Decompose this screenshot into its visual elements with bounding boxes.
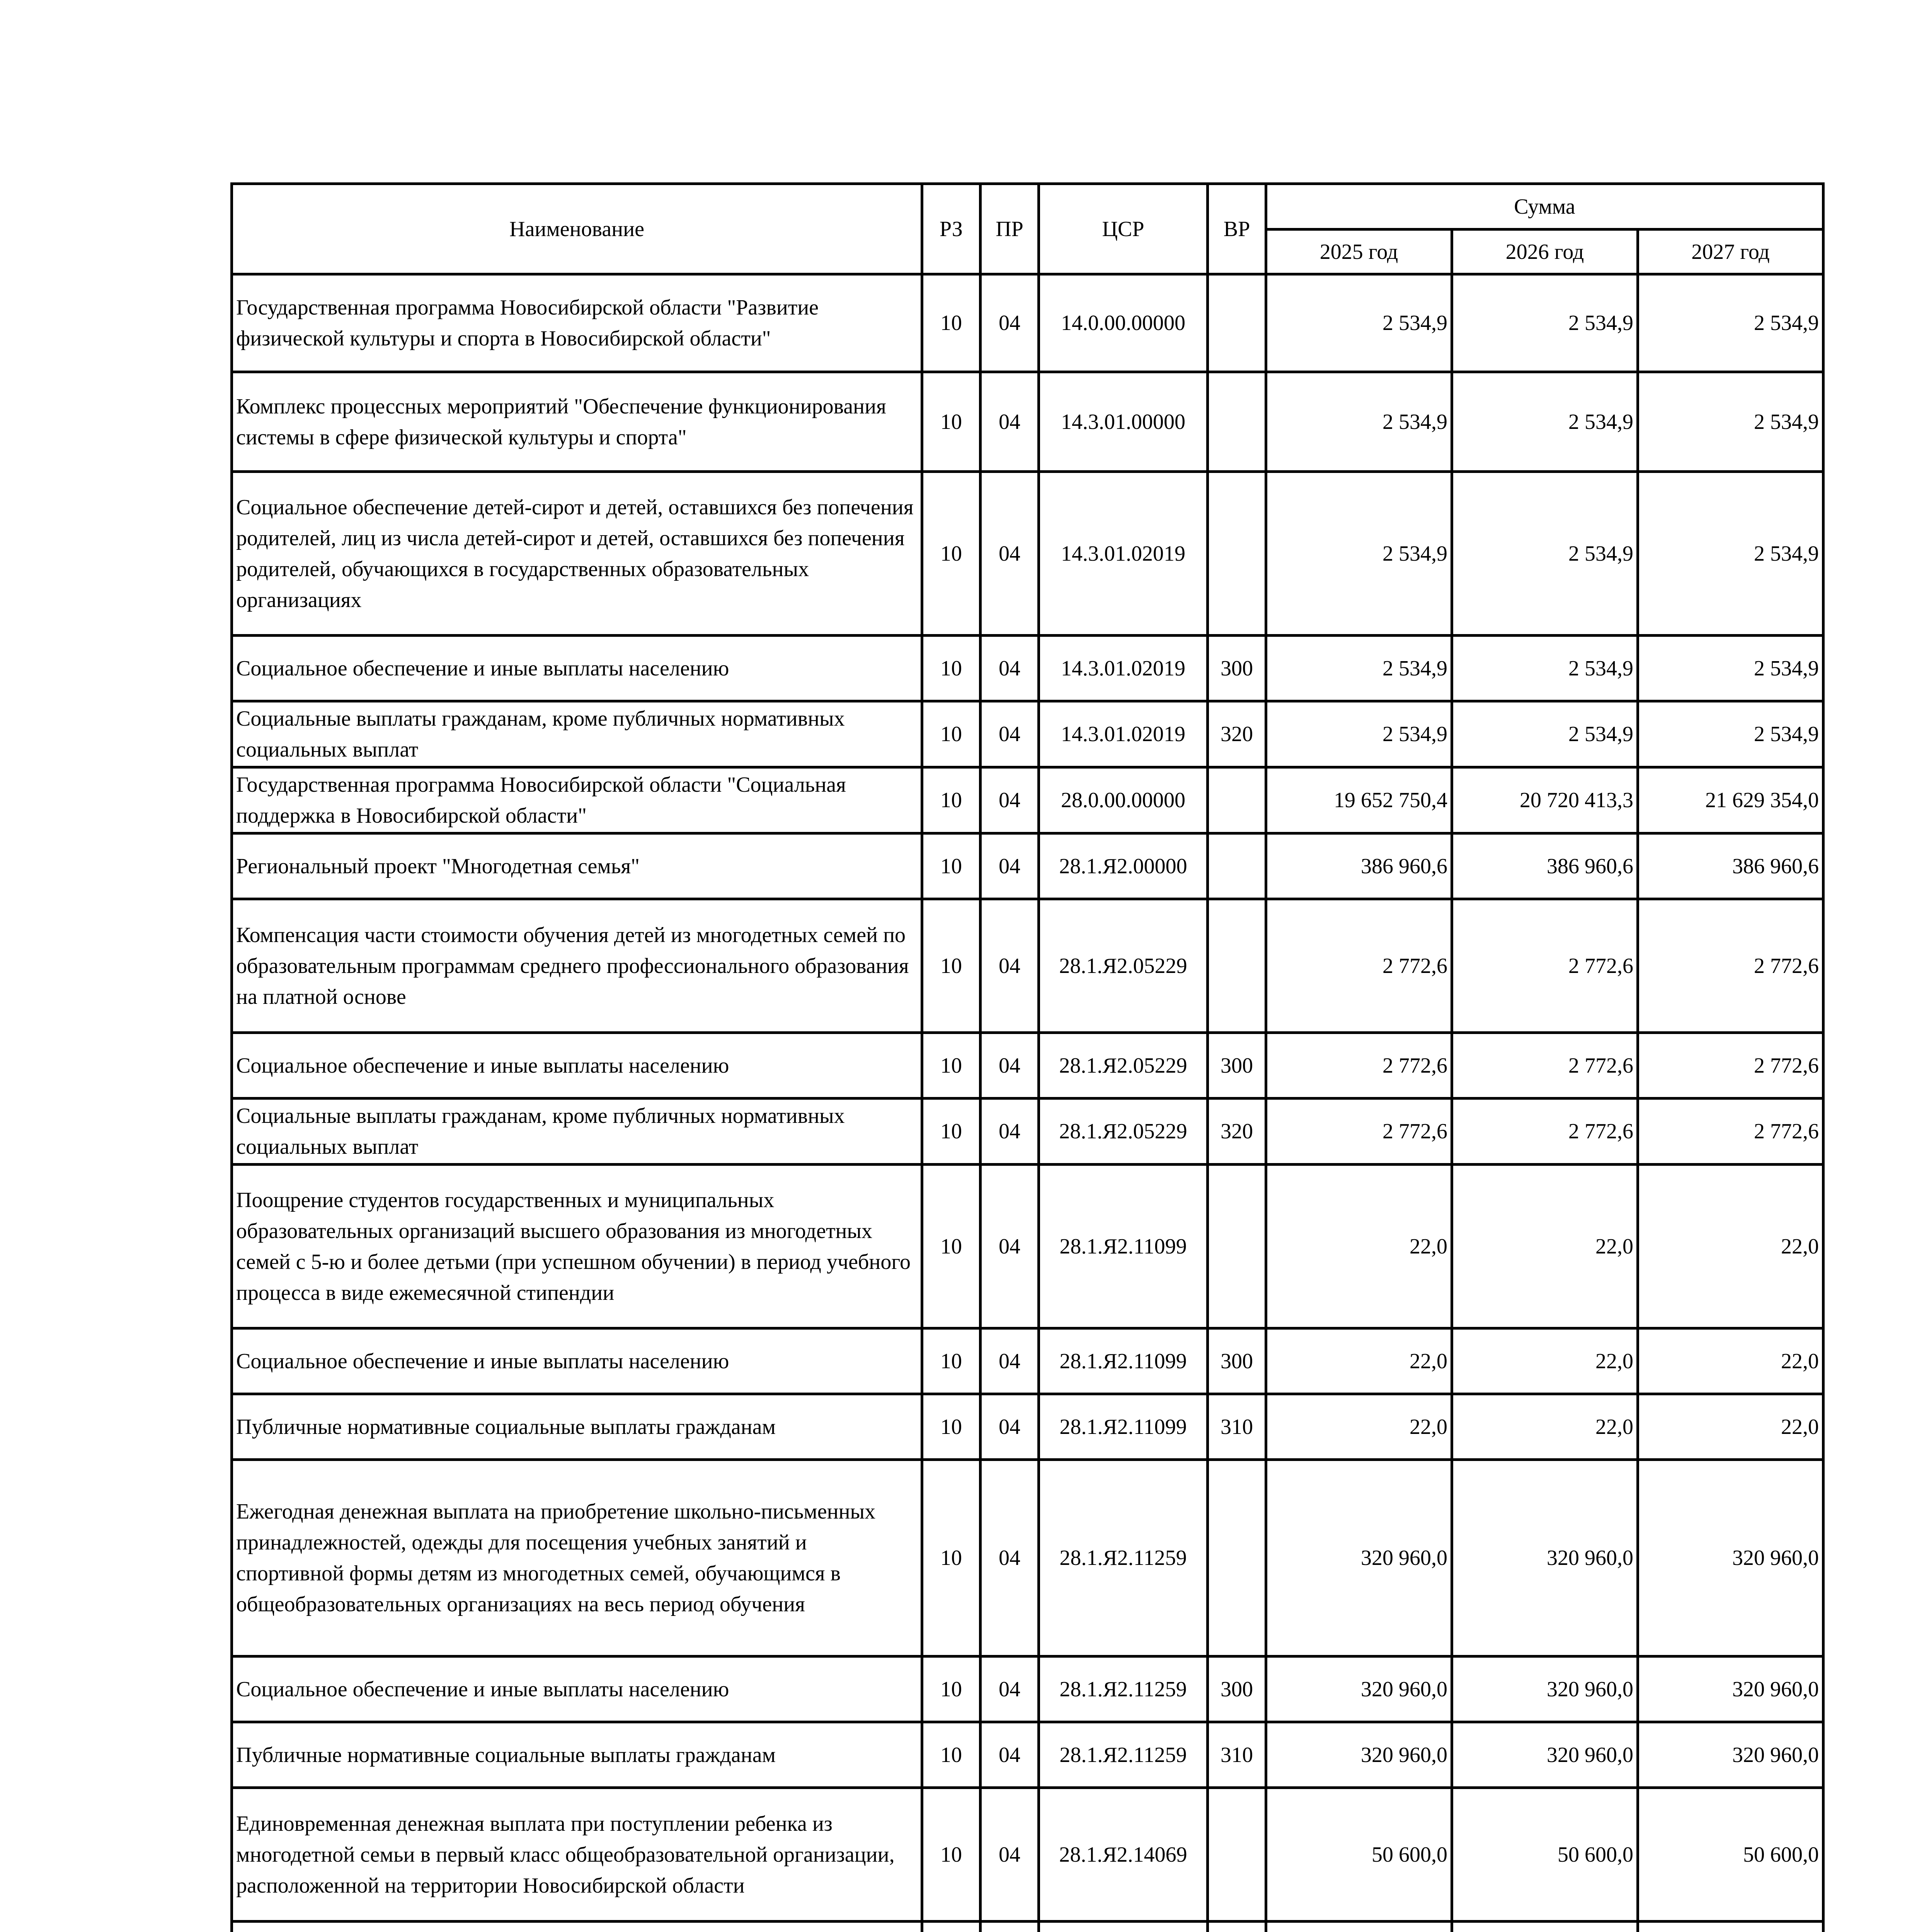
cell-sum-2025 bbox=[1266, 1922, 1452, 1932]
cell-sum-2025: 19 652 750,4 bbox=[1266, 767, 1452, 833]
cell-rz: 10 bbox=[922, 1656, 981, 1722]
cell-csr: 14.3.01.02019 bbox=[1039, 701, 1208, 767]
cell-rz: 10 bbox=[922, 767, 981, 833]
table-row bbox=[232, 1788, 1823, 1922]
cell-rz: 10 bbox=[922, 1328, 981, 1394]
cell-sum-2027: 2 534,9 bbox=[1638, 636, 1823, 701]
table-row bbox=[232, 1656, 1823, 1722]
cell-sum-2026: 2 534,9 bbox=[1452, 372, 1638, 472]
cell-csr: 28.1.Я2.00000 bbox=[1039, 833, 1208, 899]
cell-sum-2026: 2 772,6 bbox=[1452, 1033, 1638, 1099]
budget-table bbox=[230, 182, 1825, 1932]
cell-sum-2027: 2 772,6 bbox=[1638, 1033, 1823, 1099]
cell-sum-2026: 22,0 bbox=[1452, 1328, 1638, 1394]
cell-rz: 10 bbox=[922, 636, 981, 701]
header-pr: ПР bbox=[981, 184, 1039, 274]
header-year-2026: 2026 год bbox=[1452, 230, 1638, 274]
table-row bbox=[232, 701, 1823, 767]
cell-csr: 28.1.Я2.05229 bbox=[1039, 899, 1208, 1033]
cell-vr: 320 bbox=[1208, 1099, 1266, 1165]
cell-pr: 04 bbox=[981, 1033, 1039, 1099]
cell-csr: 28.1.Я2.11259 bbox=[1039, 1722, 1208, 1788]
cell-csr: 28.1.Я2.05229 bbox=[1039, 1099, 1208, 1165]
cell-csr: 28.1.Я2.11259 bbox=[1039, 1460, 1208, 1656]
cell-vr bbox=[1208, 1922, 1266, 1932]
cell-sum-2025: 320 960,0 bbox=[1266, 1656, 1452, 1722]
cell-csr: 14.0.00.00000 bbox=[1039, 274, 1208, 372]
cell-vr bbox=[1208, 1460, 1266, 1656]
cell-pr: 04 bbox=[981, 372, 1039, 472]
cell-rz: 10 bbox=[922, 1722, 981, 1788]
table-header bbox=[232, 184, 1823, 274]
cell-sum-2026: 22,0 bbox=[1452, 1394, 1638, 1460]
table-row bbox=[232, 372, 1823, 472]
table-row bbox=[232, 1328, 1823, 1394]
cell-name: Социальное обеспечение и иные выплаты населению bbox=[232, 1328, 922, 1394]
cell-sum-2027: 386 960,6 bbox=[1638, 833, 1823, 899]
cell-sum-2027: 22,0 bbox=[1638, 1328, 1823, 1394]
cell-csr: 28.1.Я2.11099 bbox=[1039, 1328, 1208, 1394]
cell-rz: 10 bbox=[922, 372, 981, 472]
cell-sum-2026: 386 960,6 bbox=[1452, 833, 1638, 899]
cell-pr: 04 bbox=[981, 472, 1039, 636]
cell-sum-2027: 2 772,6 bbox=[1638, 899, 1823, 1033]
cell-vr bbox=[1208, 899, 1266, 1033]
cell-sum-2025: 2 534,9 bbox=[1266, 372, 1452, 472]
cell-rz bbox=[922, 1922, 981, 1932]
cell-sum-2026: 2 772,6 bbox=[1452, 899, 1638, 1033]
cell-vr bbox=[1208, 1788, 1266, 1922]
cell-csr: 14.3.01.02019 bbox=[1039, 472, 1208, 636]
table-row bbox=[232, 833, 1823, 899]
cell-vr: 300 bbox=[1208, 636, 1266, 701]
cell-name: Публичные нормативные социальные выплаты гражданам bbox=[232, 1722, 922, 1788]
cell-rz: 10 bbox=[922, 1394, 981, 1460]
table-row bbox=[232, 1460, 1823, 1656]
cell-csr: 28.1.Я2.11099 bbox=[1039, 1394, 1208, 1460]
cell-sum-2026: 22,0 bbox=[1452, 1165, 1638, 1328]
cell-sum-2025: 386 960,6 bbox=[1266, 833, 1452, 899]
cell-sum-2026 bbox=[1452, 1922, 1638, 1932]
cell-sum-2027: 50 600,0 bbox=[1638, 1788, 1823, 1922]
cell-vr bbox=[1208, 372, 1266, 472]
cell-pr: 04 bbox=[981, 274, 1039, 372]
cell-pr: 04 bbox=[981, 899, 1039, 1033]
header-year-2025: 2025 год bbox=[1266, 230, 1452, 274]
cell-sum-2026: 2 534,9 bbox=[1452, 636, 1638, 701]
cell-sum-2025: 2 772,6 bbox=[1266, 1033, 1452, 1099]
cell-pr: 04 bbox=[981, 767, 1039, 833]
cell-vr: 320 bbox=[1208, 701, 1266, 767]
cell-sum-2027: 320 960,0 bbox=[1638, 1460, 1823, 1656]
cell-rz: 10 bbox=[922, 833, 981, 899]
cell-sum-2025: 320 960,0 bbox=[1266, 1460, 1452, 1656]
cell-sum-2026: 320 960,0 bbox=[1452, 1656, 1638, 1722]
cell-csr: 28.1.Я2.05229 bbox=[1039, 1033, 1208, 1099]
cell-sum-2027: 2 772,6 bbox=[1638, 1099, 1823, 1165]
cell-sum-2025: 22,0 bbox=[1266, 1328, 1452, 1394]
cell-name: Социальные выплаты гражданам, кроме публичных нормативных социальных выплат bbox=[232, 701, 922, 767]
cell-pr: 04 bbox=[981, 1328, 1039, 1394]
cell-name: Социальное обеспечение детей-сирот и детей, оставшихся без попечения родителей, лиц из числа детей-сирот и детей, оставшихся без попечения родителей, обучающихся в государственных образовательных организациях bbox=[232, 472, 922, 636]
cell-pr: 04 bbox=[981, 1460, 1039, 1656]
cell-pr: 04 bbox=[981, 1165, 1039, 1328]
cell-name: Социальные выплаты гражданам, кроме публичных нормативных социальных выплат bbox=[232, 1099, 922, 1165]
cell-csr: 28.1.Я2.11099 bbox=[1039, 1165, 1208, 1328]
cell-name: Государственная программа Новосибирской области "Социальная поддержка в Новосибирской области" bbox=[232, 767, 922, 833]
cell-sum-2027: 22,0 bbox=[1638, 1394, 1823, 1460]
cell-sum-2025: 2 772,6 bbox=[1266, 899, 1452, 1033]
cell-sum-2025: 2 534,9 bbox=[1266, 274, 1452, 372]
cell-csr: 14.3.01.02019 bbox=[1039, 636, 1208, 701]
cell-sum-2025: 2 534,9 bbox=[1266, 472, 1452, 636]
cell-pr: 04 bbox=[981, 1099, 1039, 1165]
cell-pr: 04 bbox=[981, 1722, 1039, 1788]
cell-sum-2026: 320 960,0 bbox=[1452, 1722, 1638, 1788]
cell-pr: 04 bbox=[981, 1656, 1039, 1722]
cell-csr bbox=[1039, 1922, 1208, 1932]
cell-name: Публичные нормативные социальные выплаты гражданам bbox=[232, 1394, 922, 1460]
cell-sum-2027: 320 960,0 bbox=[1638, 1722, 1823, 1788]
table-body bbox=[232, 274, 1823, 1932]
cell-name: Социальное обеспечение и иные выплаты населению bbox=[232, 1656, 922, 1722]
cell-name: Социальное обеспечение и иные выплаты населению bbox=[232, 636, 922, 701]
cell-sum-2026: 320 960,0 bbox=[1452, 1460, 1638, 1656]
cell-sum-2026: 50 600,0 bbox=[1452, 1788, 1638, 1922]
cell-sum-2026: 20 720 413,3 bbox=[1452, 767, 1638, 833]
cell-name: Ежегодная денежная выплата на приобретение школьно-письменных принадлежностей, одежды для посещения учебных занятий и спортивной формы детям из многодетных семей, обучающимся в общеобразовательных организациях на весь период обучения bbox=[232, 1460, 922, 1656]
cell-pr: 04 bbox=[981, 1788, 1039, 1922]
cell-rz: 10 bbox=[922, 1788, 981, 1922]
header-rz: РЗ bbox=[922, 184, 981, 274]
cell-rz: 10 bbox=[922, 472, 981, 636]
cell-pr: 04 bbox=[981, 636, 1039, 701]
header-csr: ЦСР bbox=[1039, 184, 1208, 274]
header-name: Наименование bbox=[232, 184, 922, 274]
cell-rz: 10 bbox=[922, 1165, 981, 1328]
cell-sum-2026: 2 534,9 bbox=[1452, 274, 1638, 372]
cell-vr: 300 bbox=[1208, 1033, 1266, 1099]
cell-rz: 10 bbox=[922, 899, 981, 1033]
cell-vr bbox=[1208, 767, 1266, 833]
table-row bbox=[232, 1099, 1823, 1165]
cell-sum-2026: 2 534,9 bbox=[1452, 701, 1638, 767]
table-row bbox=[232, 1922, 1823, 1932]
cell-sum-2025: 320 960,0 bbox=[1266, 1722, 1452, 1788]
cell-csr: 28.0.00.00000 bbox=[1039, 767, 1208, 833]
cell-name: Компенсация части стоимости обучения детей из многодетных семей по образовательным программам среднего профессионального образования на платной основе bbox=[232, 899, 922, 1033]
cell-name: Региональный проект "Многодетная семья" bbox=[232, 833, 922, 899]
cell-pr: 04 bbox=[981, 833, 1039, 899]
cell-sum-2027: 320 960,0 bbox=[1638, 1656, 1823, 1722]
cell-sum-2026: 2 534,9 bbox=[1452, 472, 1638, 636]
header-sum: Сумма bbox=[1266, 184, 1823, 230]
table-row bbox=[232, 1165, 1823, 1328]
table-row bbox=[232, 1394, 1823, 1460]
cell-sum-2027: 22,0 bbox=[1638, 1165, 1823, 1328]
cell-sum-2027: 2 534,9 bbox=[1638, 701, 1823, 767]
cell-vr: 300 bbox=[1208, 1656, 1266, 1722]
cell-sum-2027 bbox=[1638, 1922, 1823, 1932]
table-row bbox=[232, 636, 1823, 701]
cell-csr: 28.1.Я2.11259 bbox=[1039, 1656, 1208, 1722]
cell-sum-2027: 2 534,9 bbox=[1638, 372, 1823, 472]
cell-vr bbox=[1208, 833, 1266, 899]
cell-pr bbox=[981, 1922, 1039, 1932]
cell-vr: 310 bbox=[1208, 1394, 1266, 1460]
cell-sum-2025: 22,0 bbox=[1266, 1165, 1452, 1328]
cell-rz: 10 bbox=[922, 701, 981, 767]
cell-name: Комплекс процессных мероприятий "Обеспечение функционирования системы в сфере физической культуры и спорта" bbox=[232, 372, 922, 472]
cell-sum-2027: 21 629 354,0 bbox=[1638, 767, 1823, 833]
header-vr: ВР bbox=[1208, 184, 1266, 274]
cell-sum-2026: 2 772,6 bbox=[1452, 1099, 1638, 1165]
cell-sum-2027: 2 534,9 bbox=[1638, 472, 1823, 636]
cell-vr bbox=[1208, 274, 1266, 372]
cell-rz: 10 bbox=[922, 1460, 981, 1656]
cell-rz: 10 bbox=[922, 1033, 981, 1099]
cell-rz: 10 bbox=[922, 274, 981, 372]
header-year-2027: 2027 год bbox=[1638, 230, 1823, 274]
cell-sum-2025: 22,0 bbox=[1266, 1394, 1452, 1460]
cell-vr: 300 bbox=[1208, 1328, 1266, 1394]
cell-vr: 310 bbox=[1208, 1722, 1266, 1788]
cell-sum-2025: 2 534,9 bbox=[1266, 701, 1452, 767]
cell-name: Социальное обеспечение и иные выплаты населению bbox=[232, 1033, 922, 1099]
cell-csr: 28.1.Я2.14069 bbox=[1039, 1788, 1208, 1922]
cell-name: Единовременная денежная выплата при поступлении ребенка из многодетной семьи в первый класс общеобразовательной организации, расположенной на территории Новосибирской области bbox=[232, 1788, 922, 1922]
cell-csr: 14.3.01.00000 bbox=[1039, 372, 1208, 472]
cell-vr bbox=[1208, 472, 1266, 636]
table-row bbox=[232, 472, 1823, 636]
cell-name: Государственная программа Новосибирской области "Развитие физической культуры и спорта в Новосибирской области" bbox=[232, 274, 922, 372]
cell-rz: 10 bbox=[922, 1099, 981, 1165]
table-row bbox=[232, 1722, 1823, 1788]
cell-vr bbox=[1208, 1165, 1266, 1328]
cell-sum-2025: 2 772,6 bbox=[1266, 1099, 1452, 1165]
cell-pr: 04 bbox=[981, 1394, 1039, 1460]
table-row bbox=[232, 767, 1823, 833]
cell-name bbox=[232, 1922, 922, 1932]
cell-sum-2025: 50 600,0 bbox=[1266, 1788, 1452, 1922]
cell-sum-2027: 2 534,9 bbox=[1638, 274, 1823, 372]
table-row bbox=[232, 1033, 1823, 1099]
cell-sum-2025: 2 534,9 bbox=[1266, 636, 1452, 701]
table-row bbox=[232, 274, 1823, 372]
table-row bbox=[232, 899, 1823, 1033]
cell-pr: 04 bbox=[981, 701, 1039, 767]
cell-name: Поощрение студентов государственных и муниципальных образовательных организаций высшего образования из многодетных семей с 5-ю и более детьми (при успешном обучении) в период учебного процесса в виде ежемесячной стипендии bbox=[232, 1165, 922, 1328]
